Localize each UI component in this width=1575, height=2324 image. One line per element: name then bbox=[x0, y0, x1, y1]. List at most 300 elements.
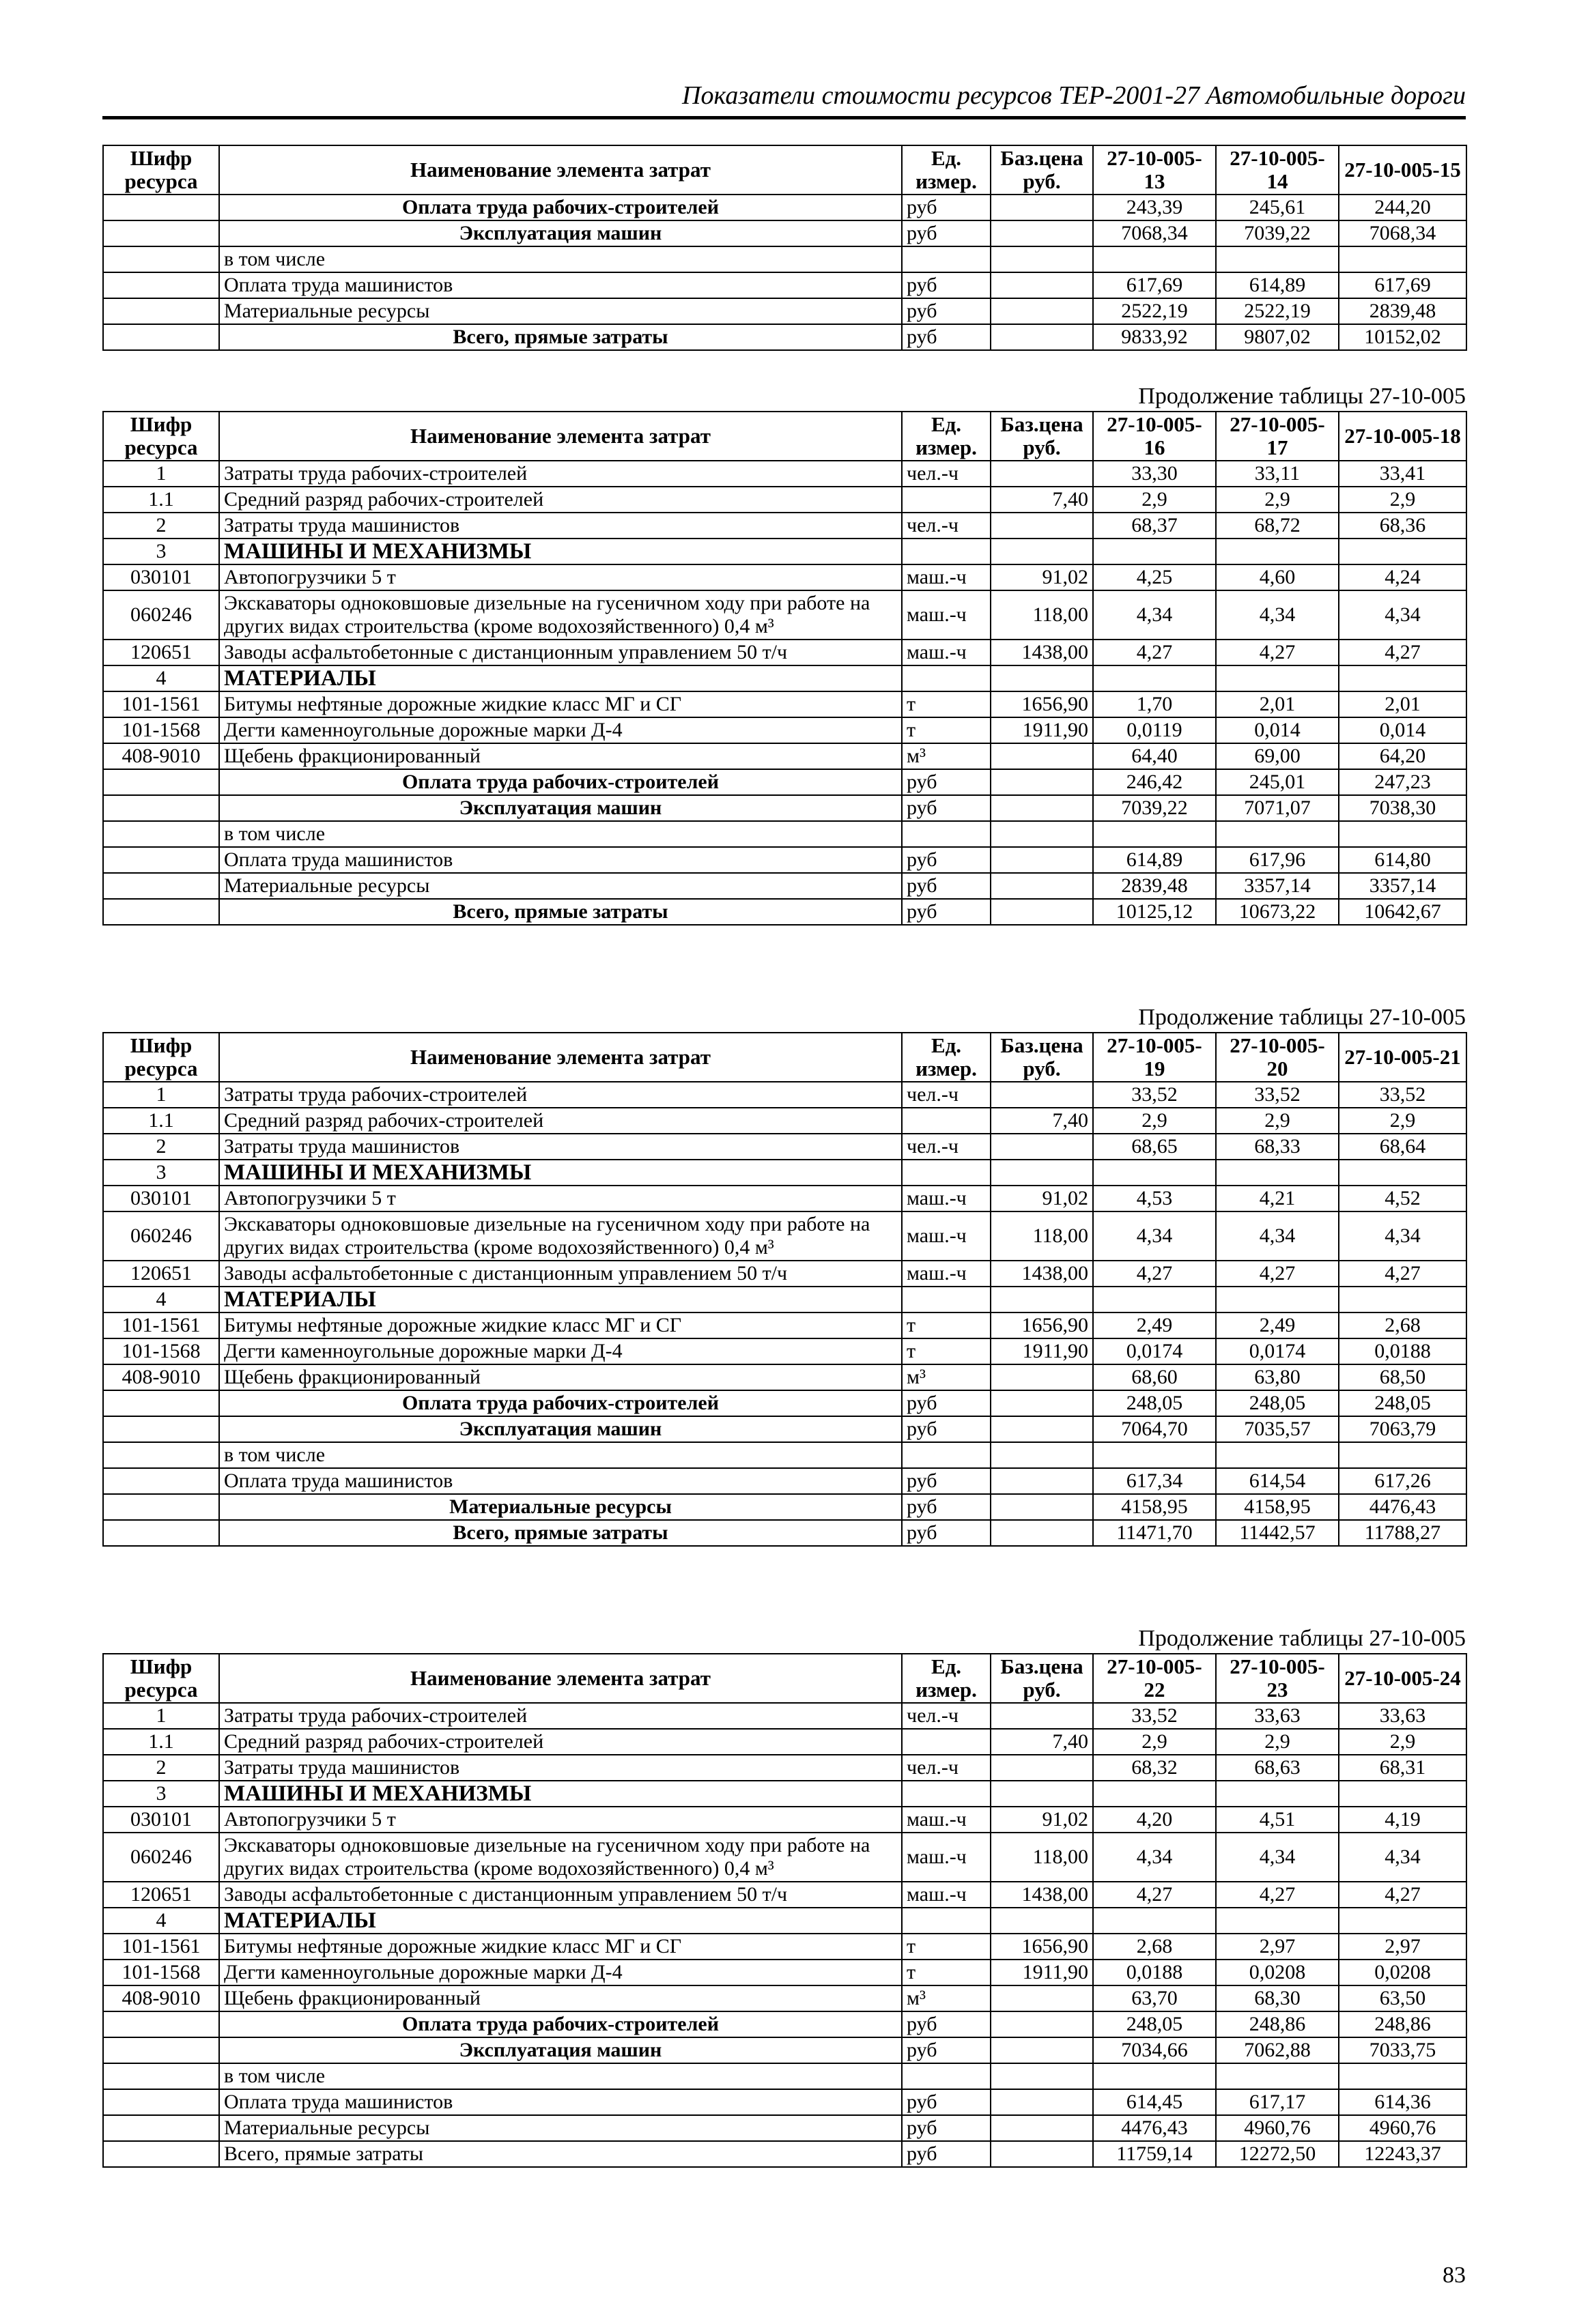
header-code: Шифр ресурса bbox=[103, 145, 219, 195]
table-row bbox=[103, 272, 1466, 298]
cell-value: 68,37 bbox=[1093, 513, 1216, 539]
cell-code: 120651 bbox=[103, 1882, 219, 1908]
cell-value: 248,05 bbox=[1216, 1390, 1339, 1416]
table-row bbox=[103, 1781, 1466, 1807]
cell-base-price: 91,02 bbox=[991, 1807, 1093, 1833]
table-continuation-caption: Продолжение таблицы 27-10-005 bbox=[1138, 1005, 1466, 1030]
cell-code bbox=[103, 2063, 219, 2089]
cell-code bbox=[103, 2089, 219, 2115]
cell-value: 2,97 bbox=[1216, 1934, 1339, 1960]
cell-value bbox=[1093, 2063, 1216, 2089]
cell-value: 7034,66 bbox=[1093, 2037, 1216, 2063]
cell-value: 617,96 bbox=[1216, 847, 1339, 873]
cell-value: 4,27 bbox=[1216, 640, 1339, 665]
cell-value: 7064,70 bbox=[1093, 1416, 1216, 1442]
cell-value: 10642,67 bbox=[1339, 899, 1466, 925]
cell-value: 4,27 bbox=[1093, 640, 1216, 665]
cell-code: 030101 bbox=[103, 1807, 219, 1833]
cell-value: 33,52 bbox=[1339, 1082, 1466, 1108]
cell-unit bbox=[902, 1729, 991, 1755]
cell-unit: м³ bbox=[902, 1364, 991, 1390]
header-name: Наименование элемента затрат bbox=[219, 1033, 902, 1082]
cell-value: 11759,14 bbox=[1093, 2141, 1216, 2167]
cell-base-price bbox=[991, 743, 1093, 769]
cell-value: 614,45 bbox=[1093, 2089, 1216, 2115]
cell-value: 0,014 bbox=[1216, 717, 1339, 743]
cell-code: 408-9010 bbox=[103, 1985, 219, 2011]
cell-code bbox=[103, 1390, 219, 1416]
cell-base-price bbox=[991, 1985, 1093, 2011]
cell-value: 68,60 bbox=[1093, 1364, 1216, 1390]
cell-unit: руб bbox=[902, 220, 991, 246]
cell-name: Оплата труда машинистов bbox=[219, 1468, 902, 1494]
cell-value bbox=[1339, 246, 1466, 272]
table-row bbox=[103, 769, 1466, 795]
cell-unit: руб bbox=[902, 2115, 991, 2141]
header-rate-code: 27-10-005-22 bbox=[1093, 1654, 1216, 1703]
table-row bbox=[103, 1807, 1466, 1833]
cell-value: 617,17 bbox=[1216, 2089, 1339, 2115]
cell-name: Оплата труда машинистов bbox=[219, 2089, 902, 2115]
cell-value: 244,20 bbox=[1339, 195, 1466, 220]
cell-code bbox=[103, 246, 219, 272]
cell-base-price bbox=[991, 1494, 1093, 1520]
cell-value: 68,31 bbox=[1339, 1755, 1466, 1781]
cell-name: Затраты труда рабочих-строителей bbox=[219, 461, 902, 487]
table-row bbox=[103, 717, 1466, 743]
cell-name: Оплата труда рабочих-строителей bbox=[219, 195, 902, 220]
table-row bbox=[103, 1082, 1466, 1108]
cell-value: 2,68 bbox=[1339, 1312, 1466, 1338]
cell-name: МАШИНЫ И МЕХАНИЗМЫ bbox=[219, 539, 902, 564]
cell-value bbox=[1339, 2063, 1466, 2089]
cell-name: Затраты труда машинистов bbox=[219, 1134, 902, 1160]
cell-base-price bbox=[991, 769, 1093, 795]
cell-value: 11788,27 bbox=[1339, 1520, 1466, 1546]
cell-code: 060246 bbox=[103, 590, 219, 640]
cell-base-price bbox=[991, 1134, 1093, 1160]
header-rate-code: 27-10-005-20 bbox=[1216, 1033, 1339, 1082]
cell-unit: руб bbox=[902, 1390, 991, 1416]
cell-value: 2,9 bbox=[1093, 1729, 1216, 1755]
cell-value: 3357,14 bbox=[1339, 873, 1466, 899]
cell-value: 617,26 bbox=[1339, 1468, 1466, 1494]
cell-value: 64,20 bbox=[1339, 743, 1466, 769]
table-header-row bbox=[103, 145, 1466, 195]
cell-unit: маш.-ч bbox=[902, 640, 991, 665]
cell-code: 101-1561 bbox=[103, 691, 219, 717]
cell-value: 64,40 bbox=[1093, 743, 1216, 769]
cell-value: 4,20 bbox=[1093, 1807, 1216, 1833]
table-row bbox=[103, 1703, 1466, 1729]
cell-value: 4,27 bbox=[1216, 1882, 1339, 1908]
cell-unit: руб bbox=[902, 2089, 991, 2115]
header-rate-code: 27-10-005-24 bbox=[1339, 1654, 1466, 1703]
cell-code bbox=[103, 899, 219, 925]
table-row bbox=[103, 461, 1466, 487]
table-row bbox=[103, 1211, 1466, 1261]
table-row bbox=[103, 1985, 1466, 2011]
table-row bbox=[103, 2037, 1466, 2063]
table-row bbox=[103, 640, 1466, 665]
cell-value: 63,80 bbox=[1216, 1364, 1339, 1390]
cell-unit: руб bbox=[902, 195, 991, 220]
cell-unit: руб bbox=[902, 769, 991, 795]
cell-value: 4,19 bbox=[1339, 1807, 1466, 1833]
header-base-price: Баз.цена руб. bbox=[991, 145, 1093, 195]
cell-name: Оплата труда рабочих-строителей bbox=[219, 769, 902, 795]
cell-base-price: 1911,90 bbox=[991, 1960, 1093, 1985]
cell-value: 68,36 bbox=[1339, 513, 1466, 539]
cell-unit: чел.-ч bbox=[902, 513, 991, 539]
cell-code: 2 bbox=[103, 1134, 219, 1160]
cell-value: 2,9 bbox=[1339, 487, 1466, 513]
cell-base-price bbox=[991, 795, 1093, 821]
cell-value: 4,27 bbox=[1093, 1882, 1216, 1908]
cell-name: Битумы нефтяные дорожные жидкие класс МГ и СГ bbox=[219, 1934, 902, 1960]
cell-base-price bbox=[991, 272, 1093, 298]
cell-value: 2,9 bbox=[1339, 1108, 1466, 1134]
cell-name: МАТЕРИАЛЫ bbox=[219, 1287, 902, 1312]
header-base-price: Баз.цена руб. bbox=[991, 1033, 1093, 1082]
cell-unit bbox=[902, 1108, 991, 1134]
header-rate-code: 27-10-005-19 bbox=[1093, 1033, 1216, 1082]
cell-value: 7068,34 bbox=[1093, 220, 1216, 246]
table-row bbox=[103, 246, 1466, 272]
cell-base-price bbox=[991, 1416, 1093, 1442]
table-row bbox=[103, 1287, 1466, 1312]
cell-value: 4476,43 bbox=[1339, 1494, 1466, 1520]
cell-name: Битумы нефтяные дорожные жидкие класс МГ и СГ bbox=[219, 691, 902, 717]
cell-unit: руб bbox=[902, 899, 991, 925]
cell-name: Эксплуатация машин bbox=[219, 220, 902, 246]
cell-code: 2 bbox=[103, 1755, 219, 1781]
cell-base-price bbox=[991, 821, 1093, 847]
cell-code bbox=[103, 324, 219, 350]
cell-code: 1.1 bbox=[103, 487, 219, 513]
cell-name: Затраты труда машинистов bbox=[219, 1755, 902, 1781]
cell-value bbox=[1216, 1287, 1339, 1312]
cell-value bbox=[1216, 1781, 1339, 1807]
cell-unit bbox=[902, 665, 991, 691]
table-row bbox=[103, 665, 1466, 691]
cell-base-price bbox=[991, 324, 1093, 350]
cell-base-price: 1438,00 bbox=[991, 1261, 1093, 1287]
cell-name: в том числе bbox=[219, 246, 902, 272]
cell-value bbox=[1093, 246, 1216, 272]
cell-base-price bbox=[991, 2089, 1093, 2115]
table-row bbox=[103, 1261, 1466, 1287]
cell-unit: маш.-ч bbox=[902, 1186, 991, 1211]
cell-name: МАТЕРИАЛЫ bbox=[219, 665, 902, 691]
cell-base-price: 7,40 bbox=[991, 1729, 1093, 1755]
cell-name: Оплата труда рабочих-строителей bbox=[219, 2011, 902, 2037]
cell-value: 4,25 bbox=[1093, 564, 1216, 590]
cell-unit bbox=[902, 1908, 991, 1934]
cell-value bbox=[1093, 821, 1216, 847]
table-row bbox=[103, 298, 1466, 324]
header-rate-code: 27-10-005-15 bbox=[1339, 145, 1466, 195]
table-row bbox=[103, 2089, 1466, 2115]
cell-unit: руб bbox=[902, 1494, 991, 1520]
cell-value bbox=[1339, 665, 1466, 691]
cell-base-price bbox=[991, 2037, 1093, 2063]
cell-value: 2,49 bbox=[1093, 1312, 1216, 1338]
cell-unit: т bbox=[902, 1338, 991, 1364]
cell-value: 33,11 bbox=[1216, 461, 1339, 487]
cell-base-price bbox=[991, 899, 1093, 925]
cell-value: 11471,70 bbox=[1093, 1520, 1216, 1546]
cell-value: 3357,14 bbox=[1216, 873, 1339, 899]
cell-value bbox=[1216, 1160, 1339, 1186]
cell-value: 248,05 bbox=[1093, 1390, 1216, 1416]
header-unit: Ед. измер. bbox=[902, 1654, 991, 1703]
header-base-price: Баз.цена руб. bbox=[991, 1654, 1093, 1703]
cell-value: 248,05 bbox=[1093, 2011, 1216, 2037]
cell-value: 4,34 bbox=[1339, 1833, 1466, 1882]
cell-name: Оплата труда машинистов bbox=[219, 847, 902, 873]
cell-value: 68,33 bbox=[1216, 1134, 1339, 1160]
cell-unit: т bbox=[902, 717, 991, 743]
table-row bbox=[103, 899, 1466, 925]
cell-value: 7033,75 bbox=[1339, 2037, 1466, 2063]
cell-value bbox=[1339, 1442, 1466, 1468]
cell-code bbox=[103, 2141, 219, 2167]
cell-base-price bbox=[991, 2063, 1093, 2089]
cell-value: 7068,34 bbox=[1339, 220, 1466, 246]
cell-value: 68,63 bbox=[1216, 1755, 1339, 1781]
cell-unit: маш.-ч bbox=[902, 564, 991, 590]
cell-unit: руб bbox=[902, 1520, 991, 1546]
cell-unit: т bbox=[902, 1960, 991, 1985]
cell-name: Автопогрузчики 5 т bbox=[219, 1186, 902, 1211]
cell-value: 0,014 bbox=[1339, 717, 1466, 743]
cell-value: 2,9 bbox=[1093, 1108, 1216, 1134]
cell-value bbox=[1339, 1160, 1466, 1186]
cell-name: МАШИНЫ И МЕХАНИЗМЫ bbox=[219, 1781, 902, 1807]
cell-name: Всего, прямые затраты bbox=[219, 2141, 902, 2167]
cell-value: 4,53 bbox=[1093, 1186, 1216, 1211]
cell-value: 7039,22 bbox=[1216, 220, 1339, 246]
cell-value: 4,27 bbox=[1339, 1261, 1466, 1287]
header-code: Шифр ресурса bbox=[103, 1033, 219, 1082]
cell-value: 4,34 bbox=[1339, 590, 1466, 640]
cell-base-price bbox=[991, 246, 1093, 272]
cell-name: Затраты труда машинистов bbox=[219, 513, 902, 539]
cell-code: 1 bbox=[103, 461, 219, 487]
table-row bbox=[103, 691, 1466, 717]
cell-name: Оплата труда машинистов bbox=[219, 272, 902, 298]
cell-value bbox=[1216, 539, 1339, 564]
cell-code bbox=[103, 821, 219, 847]
table-row bbox=[103, 1312, 1466, 1338]
cell-value: 4,34 bbox=[1216, 590, 1339, 640]
cell-base-price: 1656,90 bbox=[991, 691, 1093, 717]
cell-base-price bbox=[991, 1520, 1093, 1546]
cell-value: 2,9 bbox=[1216, 1108, 1339, 1134]
cell-value: 617,69 bbox=[1093, 272, 1216, 298]
cell-value: 7039,22 bbox=[1093, 795, 1216, 821]
cell-unit: м³ bbox=[902, 1985, 991, 2011]
cell-value bbox=[1093, 1908, 1216, 1934]
cell-base-price: 1656,90 bbox=[991, 1934, 1093, 1960]
cell-base-price bbox=[991, 873, 1093, 899]
cell-value bbox=[1216, 246, 1339, 272]
cell-value: 4,34 bbox=[1216, 1211, 1339, 1261]
table-row bbox=[103, 324, 1466, 350]
cell-base-price bbox=[991, 1468, 1093, 1494]
cell-unit: маш.-ч bbox=[902, 1833, 991, 1882]
table-row bbox=[103, 2063, 1466, 2089]
cell-value: 2,49 bbox=[1216, 1312, 1339, 1338]
page-header-title: Показатели стоимости ресурсов ТЕР-2001-27 Автомобильные дороги bbox=[682, 81, 1466, 110]
cell-value: 248,86 bbox=[1339, 2011, 1466, 2037]
header-name: Наименование элемента затрат bbox=[219, 1654, 902, 1703]
cell-value: 2,97 bbox=[1339, 1934, 1466, 1960]
cell-value: 0,0188 bbox=[1339, 1338, 1466, 1364]
cell-name: Автопогрузчики 5 т bbox=[219, 564, 902, 590]
cell-base-price: 1656,90 bbox=[991, 1312, 1093, 1338]
cell-name: Дегти каменноугольные дорожные марки Д-4 bbox=[219, 1960, 902, 1985]
cell-unit bbox=[902, 1287, 991, 1312]
cell-name: МАТЕРИАЛЫ bbox=[219, 1908, 902, 1934]
cell-code: 4 bbox=[103, 1287, 219, 1312]
cell-value: 243,39 bbox=[1093, 195, 1216, 220]
cell-value: 2839,48 bbox=[1339, 298, 1466, 324]
cell-unit: чел.-ч bbox=[902, 1134, 991, 1160]
cell-value bbox=[1339, 821, 1466, 847]
cell-code: 060246 bbox=[103, 1211, 219, 1261]
cell-value: 614,89 bbox=[1216, 272, 1339, 298]
cell-base-price bbox=[991, 1442, 1093, 1468]
header-code: Шифр ресурса bbox=[103, 1654, 219, 1703]
header-base-price: Баз.цена руб. bbox=[991, 412, 1093, 461]
cell-unit bbox=[902, 487, 991, 513]
cell-value: 33,41 bbox=[1339, 461, 1466, 487]
cell-code bbox=[103, 873, 219, 899]
cell-value: 4,51 bbox=[1216, 1807, 1339, 1833]
cell-value: 68,64 bbox=[1339, 1134, 1466, 1160]
cell-value: 68,72 bbox=[1216, 513, 1339, 539]
cell-base-price bbox=[991, 298, 1093, 324]
cell-name: Щебень фракционированный bbox=[219, 743, 902, 769]
cell-name: Всего, прямые затраты bbox=[219, 1520, 902, 1546]
resource-table bbox=[102, 145, 1467, 351]
cell-value: 4960,76 bbox=[1216, 2115, 1339, 2141]
page-number: 83 bbox=[1443, 2263, 1466, 2288]
cell-name: Средний разряд рабочих-строителей bbox=[219, 487, 902, 513]
cell-value: 4,27 bbox=[1093, 1261, 1216, 1287]
cell-unit: маш.-ч bbox=[902, 1807, 991, 1833]
cell-code bbox=[103, 795, 219, 821]
cell-value: 33,30 bbox=[1093, 461, 1216, 487]
cell-value: 63,70 bbox=[1093, 1985, 1216, 2011]
cell-unit: руб bbox=[902, 873, 991, 899]
cell-value: 4476,43 bbox=[1093, 2115, 1216, 2141]
cell-value: 2,01 bbox=[1216, 691, 1339, 717]
cell-value bbox=[1093, 1442, 1216, 1468]
cell-name: Материальные ресурсы bbox=[219, 2115, 902, 2141]
cell-value: 0,0188 bbox=[1093, 1960, 1216, 1985]
cell-name: Автопогрузчики 5 т bbox=[219, 1807, 902, 1833]
cell-base-price bbox=[991, 1160, 1093, 1186]
cell-value: 33,63 bbox=[1216, 1703, 1339, 1729]
table-header-row bbox=[103, 1654, 1466, 1703]
header-rate-code: 27-10-005-17 bbox=[1216, 412, 1339, 461]
cell-code bbox=[103, 2011, 219, 2037]
cell-name: Экскаваторы одноковшовые дизельные на гусеничном ходу при работе на других видах строительства (кроме водохозяйственного) 0,4 м³ bbox=[219, 590, 902, 640]
cell-unit: руб bbox=[902, 1416, 991, 1442]
cell-value: 4,34 bbox=[1093, 590, 1216, 640]
cell-name: Экскаваторы одноковшовые дизельные на гусеничном ходу при работе на других видах строительства (кроме водохозяйственного) 0,4 м³ bbox=[219, 1833, 902, 1882]
cell-name: Материальные ресурсы bbox=[219, 298, 902, 324]
cell-code bbox=[103, 1494, 219, 1520]
table-row bbox=[103, 2141, 1466, 2167]
cell-code: 1.1 bbox=[103, 1108, 219, 1134]
cell-value: 33,63 bbox=[1339, 1703, 1466, 1729]
table-row bbox=[103, 2115, 1466, 2141]
cell-code: 030101 bbox=[103, 1186, 219, 1211]
cell-value: 247,23 bbox=[1339, 769, 1466, 795]
cell-value: 2,9 bbox=[1216, 487, 1339, 513]
cell-value: 11442,57 bbox=[1216, 1520, 1339, 1546]
cell-code bbox=[103, 1442, 219, 1468]
cell-base-price bbox=[991, 1390, 1093, 1416]
cell-unit: м³ bbox=[902, 743, 991, 769]
cell-value: 2,9 bbox=[1093, 487, 1216, 513]
table-row bbox=[103, 1390, 1466, 1416]
cell-base-price: 118,00 bbox=[991, 1833, 1093, 1882]
table-row bbox=[103, 1494, 1466, 1520]
cell-value bbox=[1339, 1781, 1466, 1807]
table-row bbox=[103, 195, 1466, 220]
cell-unit: руб bbox=[902, 2037, 991, 2063]
cell-base-price bbox=[991, 1908, 1093, 1934]
table-row bbox=[103, 1755, 1466, 1781]
cell-value: 4,27 bbox=[1339, 1882, 1466, 1908]
cell-value: 4,34 bbox=[1093, 1833, 1216, 1882]
cell-code: 101-1561 bbox=[103, 1934, 219, 1960]
table-row bbox=[103, 1338, 1466, 1364]
cell-name: Битумы нефтяные дорожные жидкие класс МГ и СГ bbox=[219, 1312, 902, 1338]
cell-code: 120651 bbox=[103, 1261, 219, 1287]
cell-unit bbox=[902, 539, 991, 564]
table-row bbox=[103, 487, 1466, 513]
cell-name: Заводы асфальтобетонные с дистанционным управлением 50 т/ч bbox=[219, 640, 902, 665]
header-unit: Ед. измер. bbox=[902, 1033, 991, 1082]
cell-code: 101-1561 bbox=[103, 1312, 219, 1338]
cell-unit bbox=[902, 246, 991, 272]
cell-value: 4,21 bbox=[1216, 1186, 1339, 1211]
cell-name: Эксплуатация машин bbox=[219, 795, 902, 821]
cell-base-price: 91,02 bbox=[991, 564, 1093, 590]
table-row bbox=[103, 1160, 1466, 1186]
cell-unit bbox=[902, 1781, 991, 1807]
cell-unit: руб bbox=[902, 2011, 991, 2037]
cell-value: 9833,92 bbox=[1093, 324, 1216, 350]
table-row bbox=[103, 1729, 1466, 1755]
header-code: Шифр ресурса bbox=[103, 412, 219, 461]
header-unit: Ед. измер. bbox=[902, 412, 991, 461]
cell-value: 4,27 bbox=[1339, 640, 1466, 665]
cell-value: 2,9 bbox=[1216, 1729, 1339, 1755]
cell-code: 3 bbox=[103, 1781, 219, 1807]
cell-unit: руб bbox=[902, 1468, 991, 1494]
cell-value: 68,65 bbox=[1093, 1134, 1216, 1160]
cell-value bbox=[1216, 821, 1339, 847]
cell-value bbox=[1339, 1908, 1466, 1934]
cell-base-price bbox=[991, 1703, 1093, 1729]
